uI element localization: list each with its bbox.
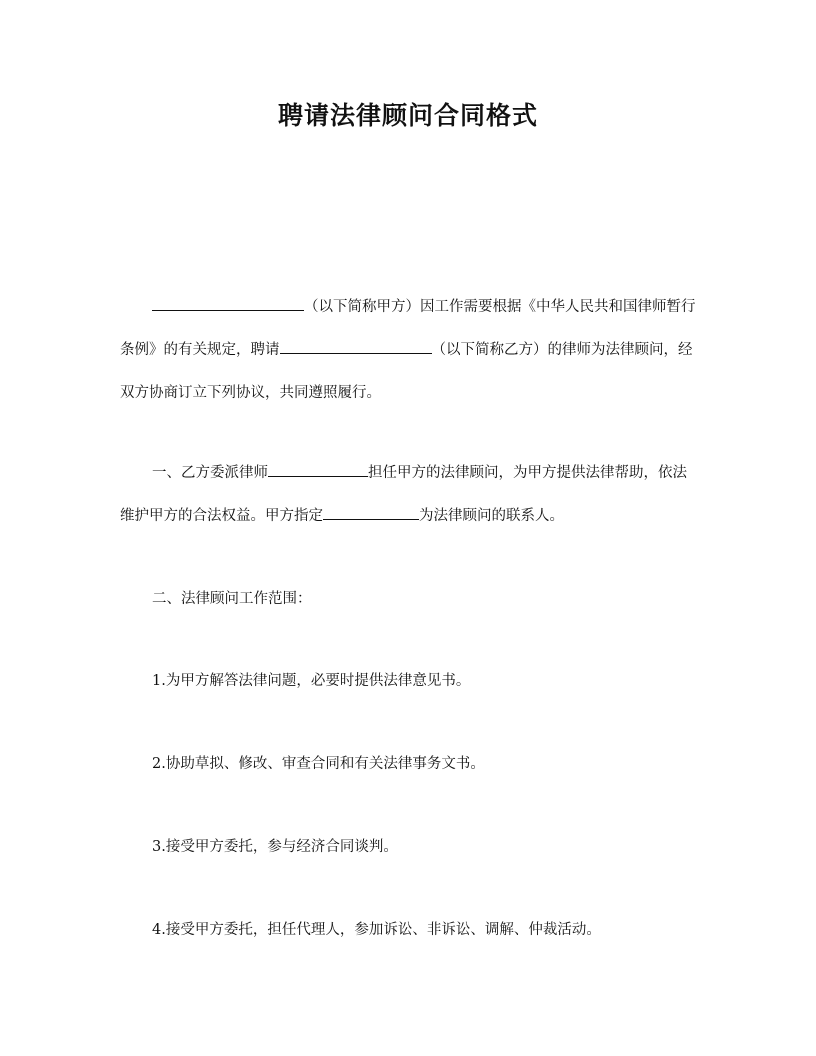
intro-paragraph: [120, 286, 696, 415]
clause-1-text-1: 一、乙方委派律师: [152, 465, 268, 481]
party-b-blank: [280, 339, 432, 354]
scope-item-4: 4.接受甲方委托，担任代理人，参加诉讼、非诉讼、调解、仲裁活动。: [152, 922, 601, 938]
document-title: 聘请法律顾问合同格式: [277, 101, 538, 130]
clause-1-paragraph: [120, 452, 696, 538]
intro-text-1: （以下简称甲方）因工作需要根据《中华人民共和国律师暂行条例》的有关规定，聘请: [120, 299, 696, 358]
party-a-blank: [152, 296, 304, 311]
scope-item-1: 1.为甲方解答法律问题，必要时提供法律意见书。: [152, 673, 471, 689]
intro-text-2: （以下简称乙方）的律师为法律顾问，经双方协商订立下列协议，共同遵照履行。: [120, 342, 693, 401]
contact-person-blank: [323, 505, 419, 520]
clause-1-text-2: 担任甲方的法律顾问，为甲方提供法律帮助，依法维护甲方的合法权益。甲方指定: [120, 465, 687, 524]
clause-1-text-3: 为法律顾问的联系人。: [419, 508, 564, 524]
scope-item-3: 3.接受甲方委托，参与经济合同谈判。: [152, 839, 398, 855]
clause-2-heading: 二、法律顾问工作范围：: [152, 591, 312, 607]
lawyer-name-blank: [268, 462, 368, 477]
scope-item-2: 2.协助草拟、修改、审查合同和有关法律事务文书。: [152, 756, 485, 772]
